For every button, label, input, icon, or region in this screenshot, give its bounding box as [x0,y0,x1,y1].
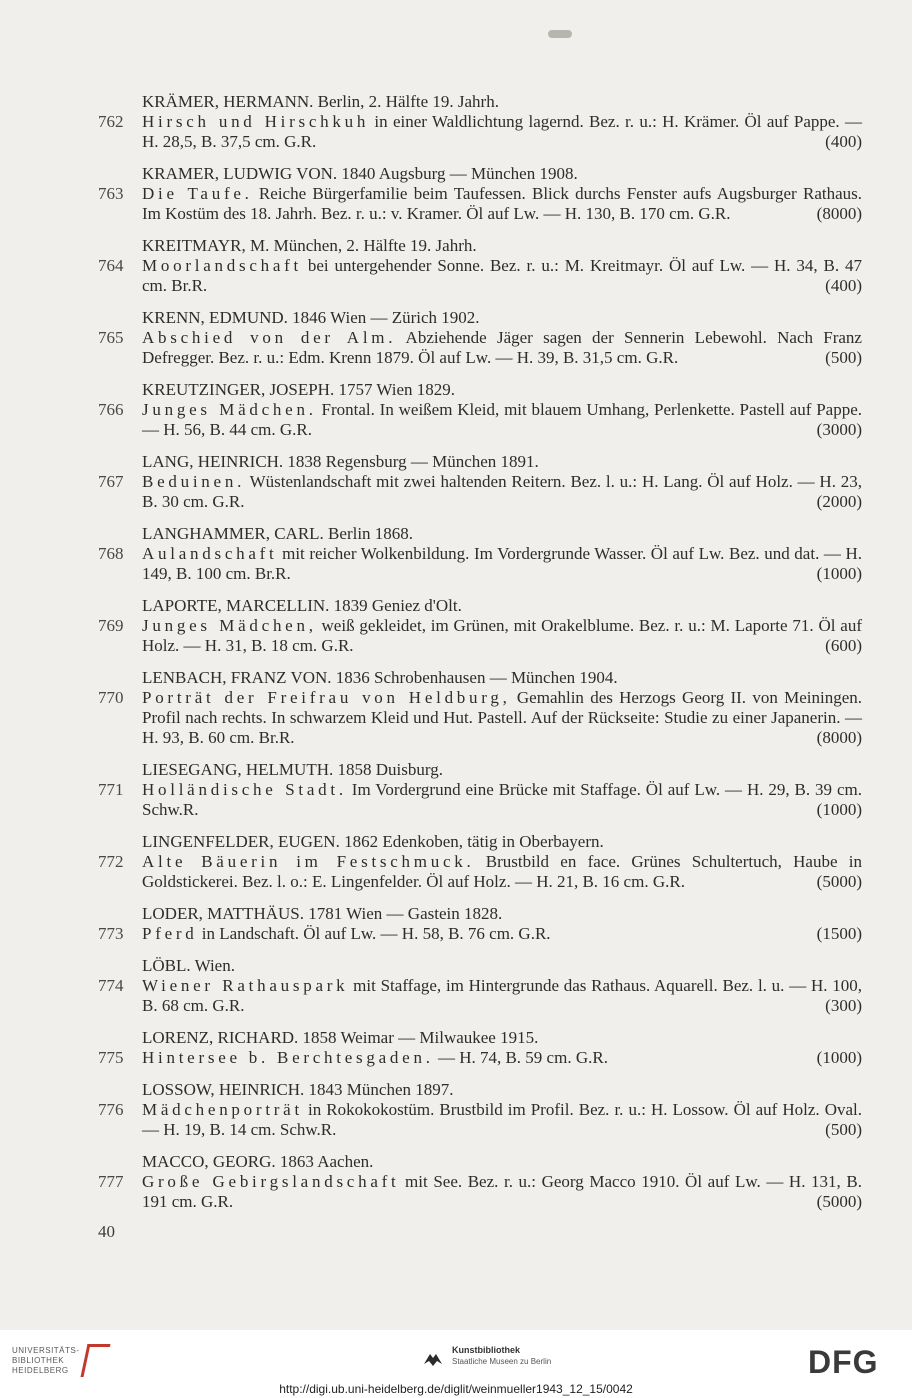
catalog-entry [0,668,912,748]
lot-number: 766 [98,400,124,419]
lot-description [142,184,862,224]
artist-heading: KRÄMER, HERMANN. Berlin, 2. Hälfte 19. Jahrh. [142,92,499,111]
artwork-title: Hintersee b. Berchtesgaden. [142,1048,434,1067]
estimate-price: (1000) [816,800,862,819]
uni-line-1: UNIVERSITÄTS- [12,1346,80,1355]
catalog-entry [0,164,912,224]
lot-number: 776 [98,1100,124,1119]
artwork-title: Mädchenporträt [142,1100,303,1119]
lot-number: 777 [98,1172,124,1191]
lot-item [0,1100,912,1140]
catalog-entry [0,236,912,296]
lot-description [142,400,862,440]
artwork-details: Brustbild en face. Grünes Schultertuch, Haube in Goldstickerei. Bez. l. o.: E. Lingenfelder. Öl auf Holz. — H. 21, B. 16 cm. G.R. [142,852,862,891]
kunstbibliothek-subtitle: Staatliche Museen zu Berlin [452,1357,552,1366]
artwork-details: Frontal. In weißem Kleid, mit blauem Umhang, Perlenkette. Pastell auf Pappe. — H. 56, B. 44 cm. G.R. [142,400,862,439]
lot-description [142,924,862,944]
dfg-logo[interactable]: DFG [808,1344,879,1380]
artist-heading: KRENN, EDMUND. 1846 Wien — Zürich 1902. [142,308,480,327]
lot-description [142,1048,862,1068]
catalog-entry [0,760,912,820]
lot-description [142,780,862,820]
lot-item [0,924,912,944]
lot-item [0,1172,912,1212]
artist-heading: LINGENFELDER, EUGEN. 1862 Edenkoben, tätig in Oberbayern. [142,832,604,851]
paper-blemish [548,30,572,38]
viewer-footer [0,1330,912,1398]
university-logo-icon [80,1344,110,1377]
catalog-entries [0,92,912,1224]
estimate-price: (5000) [816,1192,862,1211]
lot-number: 767 [98,472,124,491]
catalog-entry [0,452,912,512]
artist-heading: LORENZ, RICHARD. 1858 Weimar — Milwaukee 1915. [142,1028,539,1047]
artist-heading: MACCO, GEORG. 1863 Aachen. [142,1152,374,1171]
artwork-details: Wüstenlandschaft mit zwei haltenden Reitern. Bez. l. u.: H. Lang. Öl auf Holz. — H. 23, B. 30 cm. G.R. [142,472,862,511]
artwork-title: Alte Bäuerin im Festschmuck. [142,852,475,871]
lot-number: 774 [98,976,124,995]
lot-item [0,1048,912,1068]
lot-item [0,688,912,748]
artwork-details: Reiche Bürgerfamilie beim Taufessen. Blick durchs Fenster aufs Augsburger Rathaus. Im Kostüm des 18. Jahrh. Bez. r. u.: v. Kramer. Öl auf Lw. — H. 130, B. 170 cm. G.R. [142,184,862,223]
lot-description [142,1172,862,1212]
lot-item [0,852,912,892]
artist-heading: KRAMER, LUDWIG VON. 1840 Augsburg — München 1908. [142,164,578,183]
artist-heading: LANGHAMMER, CARL. Berlin 1868. [142,524,414,543]
uni-line-2: BIBLIOTHEK [12,1356,65,1365]
artist-heading: LÖBL. Wien. [142,956,235,975]
catalog-entry [0,1028,912,1068]
artist-heading: LODER, MATTHÄUS. 1781 Wien — Gastein 1828. [142,904,503,923]
lot-number: 775 [98,1048,124,1067]
lot-item [0,780,912,820]
lot-number: 770 [98,688,124,707]
kunstbibliothek-title: Kunstbibliothek [452,1345,520,1355]
lot-description [142,112,862,152]
artist-heading: KREUTZINGER, JOSEPH. 1757 Wien 1829. [142,380,456,399]
artwork-details: Abziehende Jäger sagen der Sennerin Lebewohl. Nach Franz Defregger. Bez. r. u.: Edm. Krenn 1879. Öl auf Lw. — H. 39, B. 31,5 cm. G.R. [142,328,862,367]
page-number: 40 [98,1222,115,1241]
lot-description [142,256,862,296]
estimate-price: (500) [825,1120,862,1139]
estimate-price: (5000) [816,872,862,891]
artwork-title: Hirsch und Hirschkuh [142,112,370,131]
lot-item [0,112,912,152]
artwork-title: Junges Mädchen, [142,616,317,635]
artwork-details: mit Staffage, im Hintergrunde das Rathaus. Aquarell. Bez. l. u. — H. 100, B. 68 cm. G.R. [142,976,863,1015]
lot-item [0,616,912,656]
catalog-entry [0,596,912,656]
artist-heading: LIESEGANG, HELMUTH. 1858 Duisburg. [142,760,443,779]
artwork-details: weiß gekleidet, im Grünen, mit Orakelblume. Bez. r. u.: M. Laporte 71. Öl auf Holz. — H. 31, B. 18 cm. G.R. [142,616,862,655]
estimate-price: (300) [825,996,862,1015]
estimate-price: (1000) [816,564,862,583]
artwork-title: Pferd [142,924,198,943]
lot-number: 771 [98,780,124,799]
kunstbibliothek-eagle-icon[interactable] [422,1348,444,1370]
estimate-price: (500) [825,348,862,367]
catalog-entry [0,524,912,584]
lot-description [142,328,862,368]
lot-description [142,976,862,1016]
artwork-title: Große Gebirgslandschaft [142,1172,400,1191]
catalog-entry [0,956,912,1016]
lot-number: 762 [98,112,124,131]
estimate-price: (1500) [816,924,862,943]
artwork-title: Porträt der Freifrau von Heldburg, [142,688,511,707]
artist-heading: KREITMAYR, M. München, 2. Hälfte 19. Jahrh. [142,236,477,255]
lot-description [142,616,862,656]
lot-description [142,688,862,748]
lot-item [0,976,912,1016]
artist-heading: LANG, HEINRICH. 1838 Regensburg — München 1891. [142,452,539,471]
artwork-details: bei untergehender Sonne. Bez. r. u.: M. Kreitmayr. Öl auf Lw. — H. 34, B. 47 cm. Br.R. [142,256,862,295]
artwork-title: Beduinen. [142,472,246,491]
artwork-details: Gemahlin des Herzogs Georg II. von Meiningen. Profil nach rechts. In schwarzem Kleid und Hut. Pastell. Auf der Rückseite: Studie zu einer Japanerin. — H. 93, B. 60 cm. Br.R. [142,688,862,747]
uni-line-3: HEIDELBERG [12,1366,69,1375]
artist-heading: LAPORTE, MARCELLIN. 1839 Geniez d'Olt. [142,596,462,615]
estimate-price: (8000) [816,728,862,747]
page-url[interactable]: http://digi.ub.uni-heidelberg.de/diglit/weinmueller1943_12_15/0042 [279,1382,633,1396]
artwork-details: in einer Waldlichtung lagernd. Bez. r. u.: H. Krämer. Öl auf Pappe. — H. 28,5, B. 37,5 cm. G.R. [142,112,862,151]
artwork-details: in Rokokokostüm. Brustbild im Profil. Bez. r. u.: H. Lossow. Öl auf Holz. Oval. — H. 19, B. 14 cm. Schw.R. [142,1100,862,1139]
estimate-price: (400) [825,276,862,295]
catalog-entry [0,92,912,152]
artwork-title: Junges Mädchen. [142,400,317,419]
university-library-logo[interactable] [12,1346,79,1376]
artwork-title: Wiener Rathauspark [142,976,349,995]
lot-number: 763 [98,184,124,203]
lot-number: 769 [98,616,124,635]
catalog-entry [0,380,912,440]
estimate-price: (2000) [816,492,862,511]
lot-item [0,256,912,296]
artwork-details: mit See. Bez. r. u.: Georg Macco 1910. Öl auf Lw. — H. 131, B. 191 cm. G.R. [142,1172,862,1211]
lot-number: 773 [98,924,124,943]
artwork-title: Moorlandschaft [142,256,302,275]
catalog-entry [0,308,912,368]
catalog-entry [0,1152,912,1212]
lot-description [142,1100,862,1140]
lot-item [0,184,912,224]
artwork-title: Aulandschaft [142,544,278,563]
catalog-entry [0,1080,912,1140]
estimate-price: (1000) [816,1048,862,1067]
estimate-price: (3000) [816,420,862,439]
artist-heading: LENBACH, FRANZ VON. 1836 Schrobenhausen — München 1904. [142,668,618,687]
artwork-details: in Landschaft. Öl auf Lw. — H. 58, B. 76 cm. G.R. [197,924,551,943]
estimate-price: (8000) [816,204,862,223]
artwork-details: mit reicher Wolkenbildung. Im Vordergrunde Wasser. Öl auf Lw. Bez. und dat. — H. 149, B. 100 cm. Br.R. [142,544,862,583]
estimate-price: (400) [825,132,862,151]
estimate-price: (600) [825,636,862,655]
lot-number: 765 [98,328,124,347]
lot-item [0,328,912,368]
artwork-details: — H. 74, B. 59 cm. G.R. [433,1048,608,1067]
lot-number: 772 [98,852,124,871]
lot-item [0,544,912,584]
lot-description [142,544,862,584]
artwork-title: Die Taufe. [142,184,253,203]
artwork-title: Holländische Stadt. [142,780,347,799]
lot-description [142,472,862,512]
artwork-title: Abschied von der Alm. [142,328,397,347]
artist-heading: LOSSOW, HEINRICH. 1843 München 1897. [142,1080,454,1099]
catalog-entry [0,832,912,892]
lot-number: 764 [98,256,124,275]
artwork-details: Im Vordergrund eine Brücke mit Staffage. Öl auf Lw. — H. 29, B. 39 cm. Schw.R. [142,780,862,819]
lot-item [0,472,912,512]
lot-number: 768 [98,544,124,563]
lot-description [142,852,862,892]
catalog-entry [0,904,912,944]
lot-item [0,400,912,440]
